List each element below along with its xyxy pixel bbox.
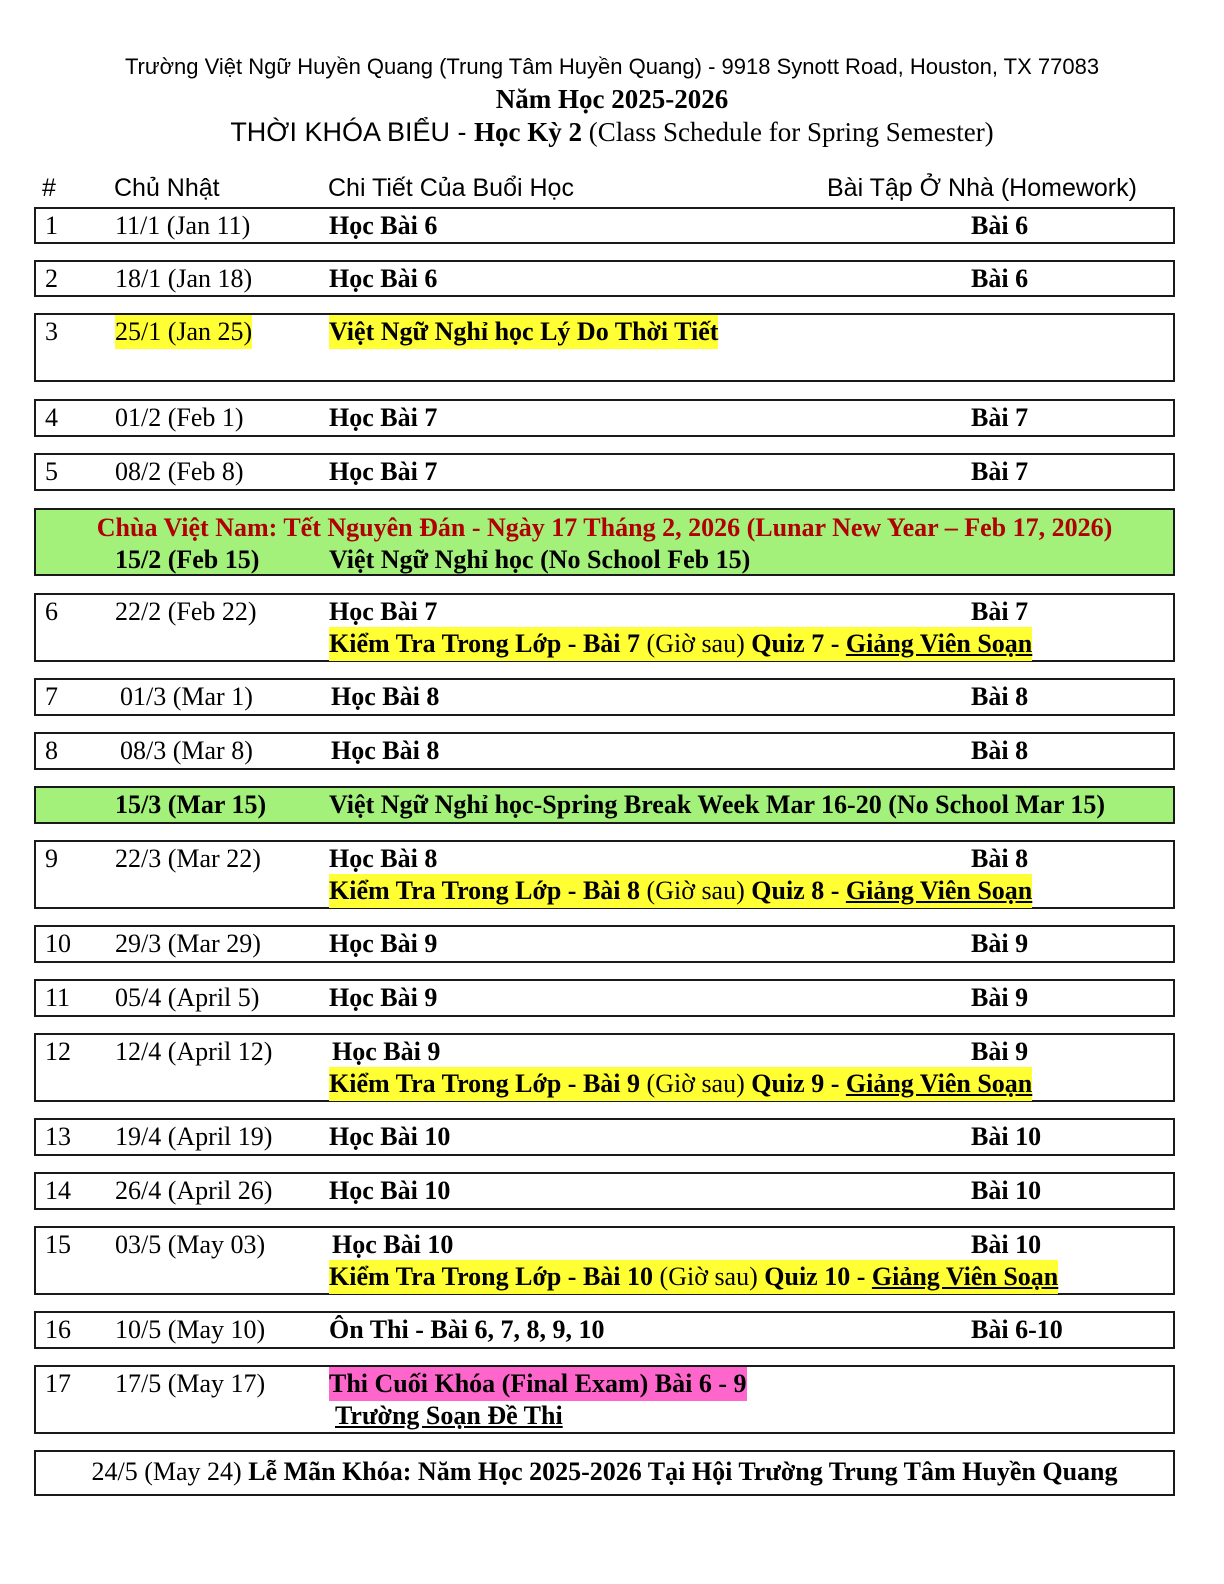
graduation-line: [36, 1455, 1173, 1489]
row-detail: Học Bài 9: [332, 1037, 441, 1066]
graduation-date: 24/5 (May 24): [91, 1457, 249, 1486]
row-date: 08/3 (Mar 8): [120, 736, 253, 765]
schedule-row-quiz: [34, 593, 1175, 662]
schedule-row: [34, 732, 1175, 770]
row-date: 22/3 (Mar 22): [115, 844, 261, 873]
quiz-title: Kiểm Tra Trong Lớp - Bài 7: [329, 629, 641, 658]
row-homework: Bài 10: [971, 1230, 1042, 1259]
row-number: 8: [45, 736, 58, 765]
row-number: 14: [45, 1176, 71, 1205]
row-date: 26/4 (April 26): [115, 1176, 273, 1205]
quiz-line: [329, 1067, 1032, 1101]
tet-date: 15/2 (Feb 15): [115, 545, 260, 574]
graduation-banner: [34, 1450, 1175, 1496]
quiz-timing: (Giờ sau): [653, 1262, 765, 1291]
row-date: 18/1 (Jan 18): [115, 264, 253, 293]
quiz-author: Giảng Viên Soạn: [845, 1069, 1033, 1098]
row-homework: Bài 6: [971, 211, 1029, 240]
quiz-label: Quiz 9 -: [751, 1069, 846, 1098]
row-number: 17: [45, 1369, 71, 1398]
graduation-text: Lễ Mãn Khóa: Năm Học 2025-2026 Tại Hội Trường Trung Tâm Huyền Quang: [248, 1457, 1118, 1486]
row-date: 01/2 (Feb 1): [115, 403, 244, 432]
quiz-timing: (Giờ sau): [640, 876, 752, 905]
quiz-author: Giảng Viên Soạn: [845, 629, 1033, 658]
spring-break-detail: Việt Ngữ Nghỉ học-Spring Break Week Mar 16-20 (No School Mar 15): [329, 790, 1106, 819]
column-header-homework: Bài Tập Ở Nhà (Homework): [827, 174, 1137, 202]
quiz-author: Giảng Viên Soạn: [871, 1262, 1059, 1291]
row-date: 10/5 (May 10): [115, 1315, 266, 1344]
row-number: 16: [45, 1315, 71, 1344]
row-number: 1: [45, 211, 58, 240]
row-homework: Bài 8: [971, 682, 1029, 711]
row-detail: Học Bài 10: [329, 1122, 451, 1151]
row-number: 4: [45, 403, 58, 432]
row-date: 11/1 (Jan 11): [115, 211, 251, 240]
row-detail: Học Bài 7: [329, 403, 438, 432]
row-detail: Học Bài 9: [329, 983, 438, 1012]
row-homework: Bài 10: [971, 1122, 1042, 1151]
row-date: 08/2 (Feb 8): [115, 457, 244, 486]
schedule-title-term: Học Kỳ 2: [474, 117, 582, 147]
row-date: 05/4 (April 5): [115, 983, 260, 1012]
row-detail: Ôn Thi - Bài 6, 7, 8, 9, 10: [329, 1315, 605, 1344]
row-detail: Học Bài 8: [329, 844, 438, 873]
schedule-row: [34, 1118, 1175, 1156]
row-number: 12: [45, 1037, 71, 1066]
schedule-row: [34, 1311, 1175, 1349]
schedule-title-english: (Class Schedule for Spring Semester): [582, 117, 994, 147]
quiz-title: Kiểm Tra Trong Lớp - Bài 10: [329, 1262, 654, 1291]
row-detail: Học Bài 10: [329, 1176, 451, 1205]
row-number: 7: [45, 682, 58, 711]
row-homework: Bài 10: [971, 1176, 1042, 1205]
quiz-title: Kiểm Tra Trong Lớp - Bài 9: [329, 1069, 641, 1098]
row-number: 11: [45, 983, 71, 1012]
row-homework: Bài 8: [971, 844, 1029, 873]
row-detail: Học Bài 10: [332, 1230, 454, 1259]
quiz-line: [329, 627, 1032, 661]
row-detail: Học Bài 6: [329, 264, 438, 293]
column-header-details: Chi Tiết Của Buổi Học: [328, 174, 574, 202]
row-homework: Bài 6: [971, 264, 1029, 293]
tet-detail: Việt Ngữ Nghỉ học (No School Feb 15): [329, 545, 751, 574]
schedule-row-final-exam: [34, 1365, 1175, 1434]
row-homework: Bài 9: [971, 1037, 1029, 1066]
row-detail: Học Bài 6: [329, 211, 438, 240]
quiz-timing: (Giờ sau): [640, 1069, 752, 1098]
row-detail: Học Bài 8: [331, 736, 440, 765]
spring-break-banner: [34, 786, 1175, 824]
row-detail: Học Bài 8: [331, 682, 440, 711]
schedule-title-main: THỜI KHÓA BIỂU -: [230, 117, 474, 147]
quiz-label: Quiz 8 -: [751, 876, 846, 905]
school-name-line: Trường Việt Ngữ Huyền Quang (Trung Tâm Huyền Quang) - 9918 Synott Road, Houston, TX 77083: [124, 54, 1100, 79]
row-date: 22/2 (Feb 22): [115, 597, 257, 626]
schedule-row: [34, 453, 1175, 491]
row-homework: Bài 7: [971, 457, 1029, 486]
quiz-line: [329, 1260, 1058, 1294]
schedule-row-quiz: [34, 1033, 1175, 1102]
final-exam-author: Trường Soạn Đề Thi: [335, 1401, 563, 1430]
quiz-timing: (Giờ sau): [640, 629, 752, 658]
row-number: 15: [45, 1230, 71, 1259]
row-number: 9: [45, 844, 58, 873]
row-number: 5: [45, 457, 58, 486]
row-number: 2: [45, 264, 58, 293]
quiz-label: Quiz 10 -: [764, 1262, 872, 1291]
row-detail: Việt Ngữ Nghỉ học Lý Do Thời Tiết: [329, 315, 718, 349]
schedule-row: [34, 979, 1175, 1017]
column-header-sunday: Chủ Nhật: [114, 174, 220, 202]
row-detail: Học Bài 9: [329, 929, 438, 958]
row-number: 6: [45, 597, 58, 626]
column-header-number: #: [42, 174, 56, 202]
row-homework: Bài 6-10: [971, 1315, 1063, 1344]
row-date: 12/4 (April 12): [115, 1037, 273, 1066]
schedule-row-quiz: [34, 840, 1175, 909]
row-homework: Bài 9: [971, 929, 1029, 958]
schedule-row: [34, 207, 1175, 244]
school-year-line: Năm Học 2025-2026: [495, 84, 729, 114]
quiz-label: Quiz 7 -: [751, 629, 846, 658]
schedule-row: [34, 399, 1175, 437]
schedule-row: [34, 925, 1175, 963]
quiz-author: Giảng Viên Soạn: [845, 876, 1033, 905]
row-date: 19/4 (April 19): [115, 1122, 273, 1151]
row-number: 13: [45, 1122, 71, 1151]
row-detail: Học Bài 7: [329, 457, 438, 486]
schedule-row: [34, 678, 1175, 716]
row-date: 29/3 (Mar 29): [115, 929, 261, 958]
row-date: 17/5 (May 17): [115, 1369, 266, 1398]
tet-holiday-banner: [34, 508, 1175, 576]
row-homework: Bài 8: [971, 736, 1029, 765]
row-homework: Bài 7: [971, 597, 1029, 626]
tet-announcement: Chùa Việt Nam: Tết Nguyên Đán - Ngày 17 Tháng 2, 2026 (Lunar New Year – Feb 17, 2026): [96, 513, 1113, 542]
row-number: 10: [45, 929, 71, 958]
final-exam-detail: Thi Cuối Khóa (Final Exam) Bài 6 - 9: [329, 1367, 747, 1401]
spring-break-date: 15/3 (Mar 15): [115, 790, 267, 819]
quiz-title: Kiểm Tra Trong Lớp - Bài 8: [329, 876, 641, 905]
schedule-row: [34, 260, 1175, 297]
quiz-line: [329, 874, 1032, 908]
row-homework: Bài 7: [971, 403, 1029, 432]
row-homework: Bài 9: [971, 983, 1029, 1012]
row-detail: Học Bài 7: [329, 597, 438, 626]
schedule-row-quiz: [34, 1226, 1175, 1295]
schedule-row: [34, 1172, 1175, 1210]
schedule-row-weather-closure: [34, 313, 1175, 382]
row-number: 3: [45, 317, 58, 346]
row-date: 01/3 (Mar 1): [120, 682, 253, 711]
row-date: 25/1 (Jan 25): [115, 315, 252, 349]
schedule-title: [0, 117, 1224, 148]
row-date: 03/5 (May 03): [115, 1230, 266, 1259]
